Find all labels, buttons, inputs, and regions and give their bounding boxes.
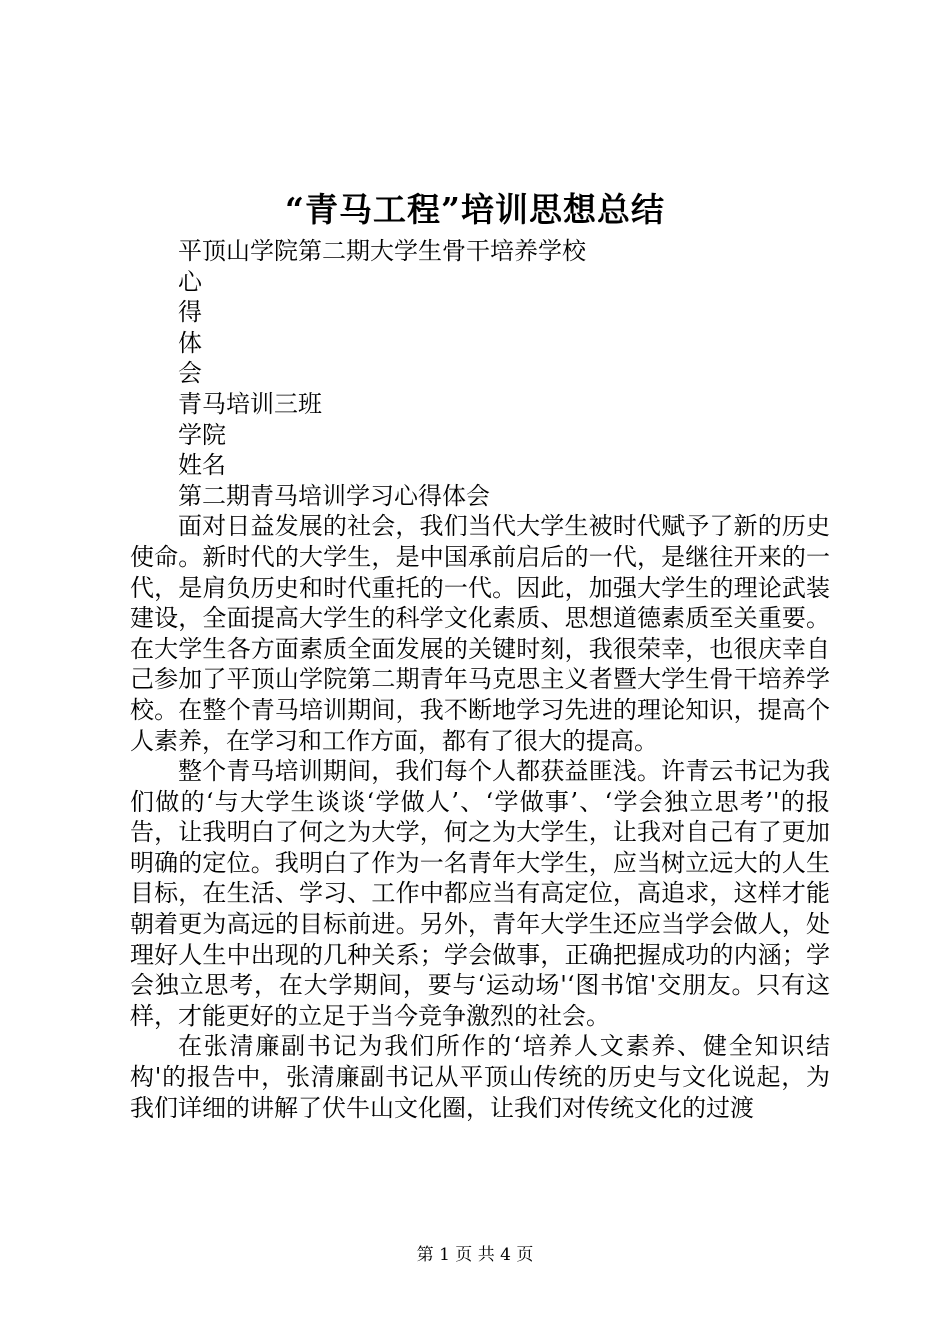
page-footer: 第 1 页 共 4 页 [416,1245,534,1265]
document-title: “青马工程”培训思想总结 [285,190,665,229]
heading-char-xin: 心 [178,267,202,296]
class-line: 青马培训三班 [178,389,322,418]
school-name-line: 平顶山学院第二期大学生骨干培养学校 [178,237,586,265]
paragraph: 面对日益发展的社会，我们当代大学生被时代赋予了新的历史使命。新时代的大学生，是中国承前启后的一代，是继往开来的一代，是肩负历史和时代重托的一代。因此，加强大学生的理论武装建设，全面提高大学生的科学文化素质、思想道德素质至关重要。在大学生各方面素质全面发展的关键时刻，我很荣幸，也很庆幸自己参加了平顶山学院第二期青年马克思主义者暨大学生骨干培养学校。在整个青马培训期间，我不断地学习先进的理论知识，提高个人素养，在学习和工作方面，都有了很大的提高。 [130,512,830,755]
heading-char-de: 得 [178,298,202,327]
paragraph: 整个青马培训期间，我们每个人都获益匪浅。许青云书记为我们做的‘与大学生谈谈‘学做人’、‘学做事’、‘学会独立思考’'的报告，让我明白了何之为大学，何之为大学生，让我对自己有了更加明确的定位。我明白了作为一名青年大学生，应当树立远大的人生目标，在生活、学习、工作中都应当有高定位，高追求，这样才能朝着更为高远的目标前进。另外，青年大学生还应当学会做人，处理好人生中出现的几种关系；学会做事，正确把握成功的内涵；学会独立思考，在大学期间，要与‘运动场'‘图书馆'交朋友。只有这样，才能更好的立足于当今竞争激烈的社会。 [130,757,830,1030]
heading-char-ti: 体 [178,328,202,357]
document-body [130,236,830,1123]
heading-char-hui: 会 [178,359,202,388]
subtitle-line: 第二期青马培训学习心得体会 [178,481,490,510]
college-line: 学院 [178,420,226,449]
name-line: 姓名 [178,451,226,480]
paragraph: 在张清廉副书记为我们所作的‘培养人文素养、健全知识结构'的报告中，张清廉副书记从平顶山传统的历史与文化说起，为我们详细的讲解了伏牛山文化圈，让我们对传统文化的过渡 [130,1032,830,1122]
